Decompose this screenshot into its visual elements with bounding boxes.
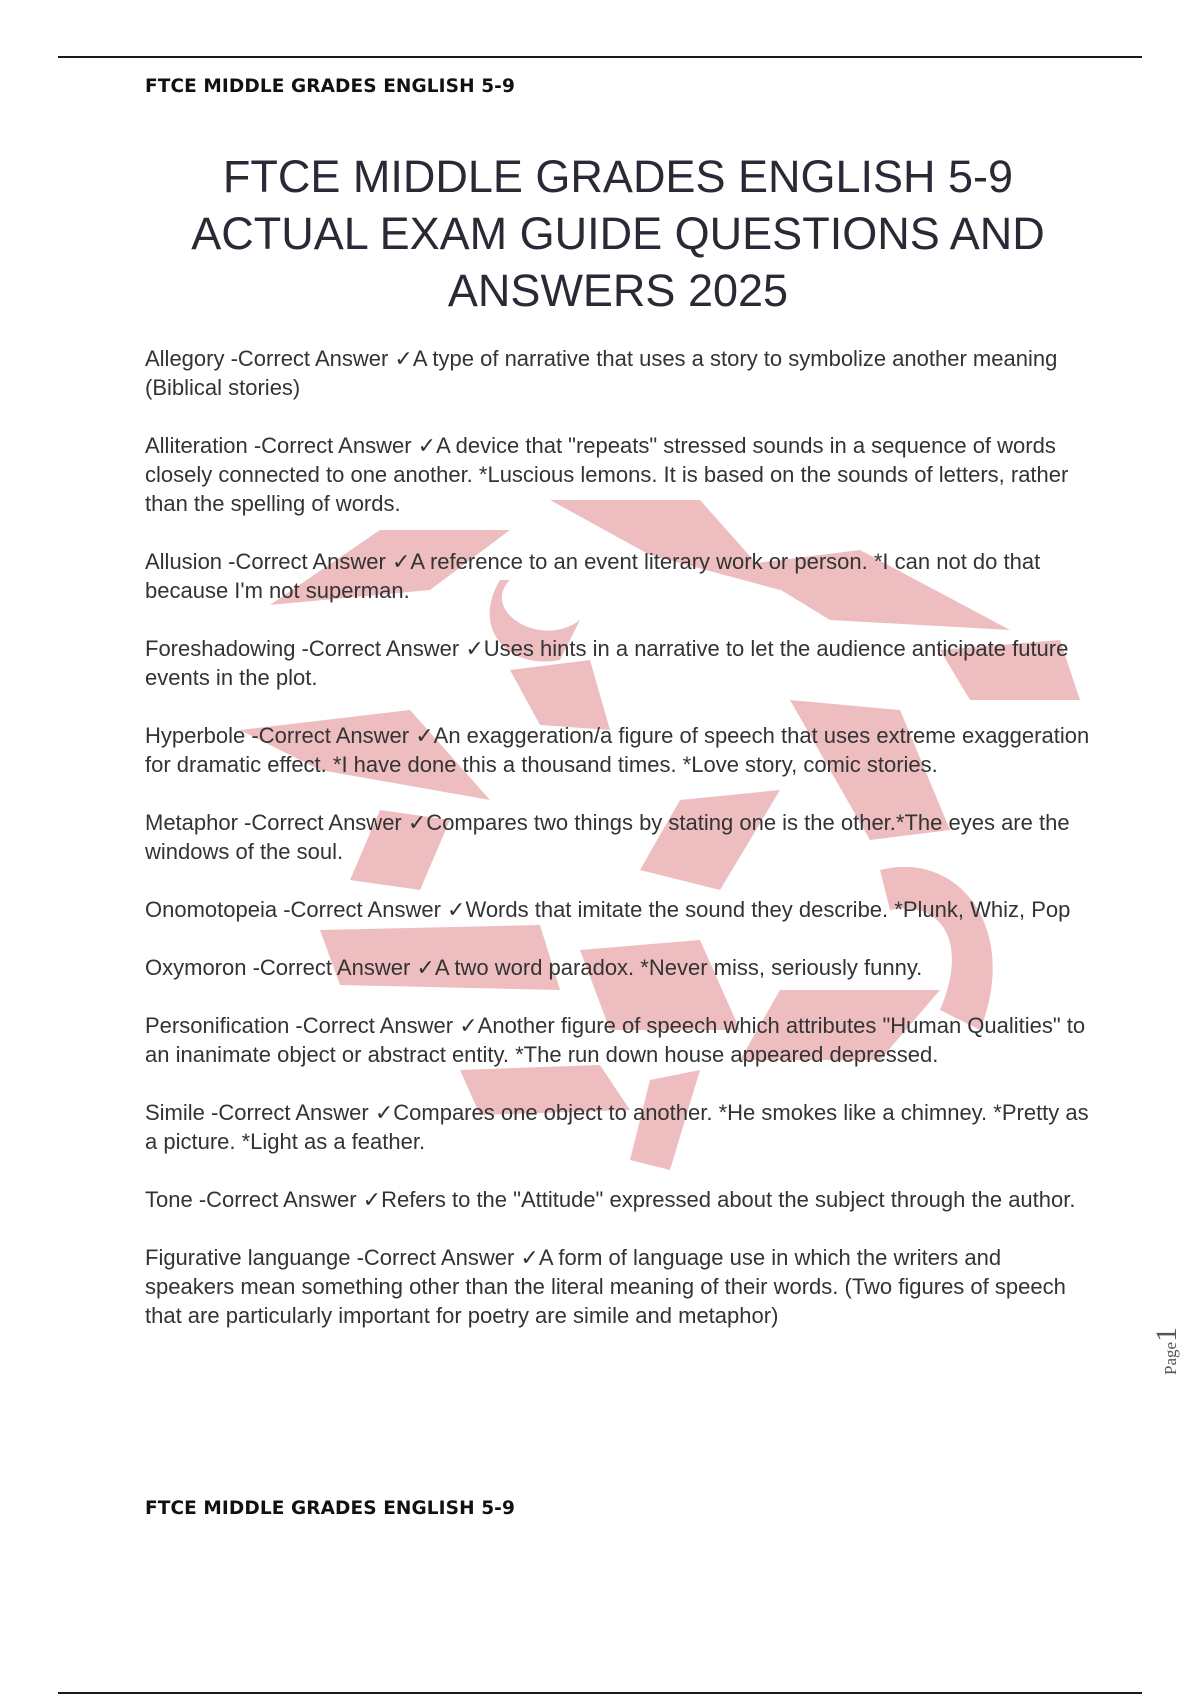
page-number [1150, 1295, 1190, 1375]
running-footer: FTCE MIDDLE GRADES ENGLISH 5-9 [145, 1498, 515, 1519]
glossary-entry: Foreshadowing -Correct Answer ✓Uses hints in a narrative to let the audience anticipate future events in the plot. [145, 636, 1069, 690]
document-title [120, 148, 1116, 319]
title-line: ACTUAL EXAM GUIDE QUESTIONS AND [191, 208, 1045, 259]
glossary-entry: Simile -Correct Answer ✓Compares one object to another. *He smokes like a chimney. *Pretty as a picture. *Light as a feather. [145, 1100, 1089, 1154]
glossary-entry: Allegory -Correct Answer ✓A type of narrative that uses a story to symbolize another meaning (Biblical stories) [145, 346, 1058, 400]
glossary-entry: Tone -Correct Answer ✓Refers to the "Attitude" expressed about the subject through the author. [145, 1187, 1076, 1212]
title-line: ANSWERS 2025 [447, 265, 789, 316]
glossary-entries [145, 344, 1095, 1359]
glossary-entry: Hyperbole -Correct Answer ✓An exaggeration/a figure of speech that uses extreme exaggeration for dramatic effect. *I have done this a thousand times. *Love story, comic stories. [145, 723, 1090, 777]
bottom-rule [58, 1692, 1142, 1694]
glossary-entry: Personification -Correct Answer ✓Another figure of speech which attributes "Human Qualities" to an inanimate object or abstract entity. *The run down house appeared depressed. [145, 1013, 1086, 1067]
glossary-entry: Oxymoron -Correct Answer ✓A two word paradox. *Never miss, seriously funny. [145, 955, 923, 980]
glossary-entry: Metaphor -Correct Answer ✓Compares two things by stating one is the other.*The eyes are the windows of the soul. [145, 810, 1070, 864]
glossary-entry: Onomotopeia -Correct Answer ✓Words that imitate the sound they describe. *Plunk, Whiz, Pop [145, 897, 1071, 922]
title-line: FTCE MIDDLE GRADES ENGLISH 5-9 [222, 151, 1014, 202]
running-header: FTCE MIDDLE GRADES ENGLISH 5-9 [145, 76, 515, 97]
top-rule [58, 56, 1142, 58]
page-label: Page [1161, 1341, 1180, 1375]
glossary-entry: Allusion -Correct Answer ✓A reference to an event literary work or person. *I can not do that because I'm not superman. [145, 549, 1041, 603]
glossary-entry: Figurative languange -Correct Answer ✓A form of language use in which the writers and speakers mean something other than the literal meaning of their words. (Two figures of speech that are particularly important for poetry are simile and metaphor) [145, 1245, 1066, 1328]
page-number-value: 1 [1150, 1326, 1183, 1342]
glossary-entry: Alliteration -Correct Answer ✓A device that "repeats" stressed sounds in a sequence of words closely connected to one another. *Luscious lemons. It is based on the sounds of letters, rather than the spelling of words. [145, 433, 1069, 516]
